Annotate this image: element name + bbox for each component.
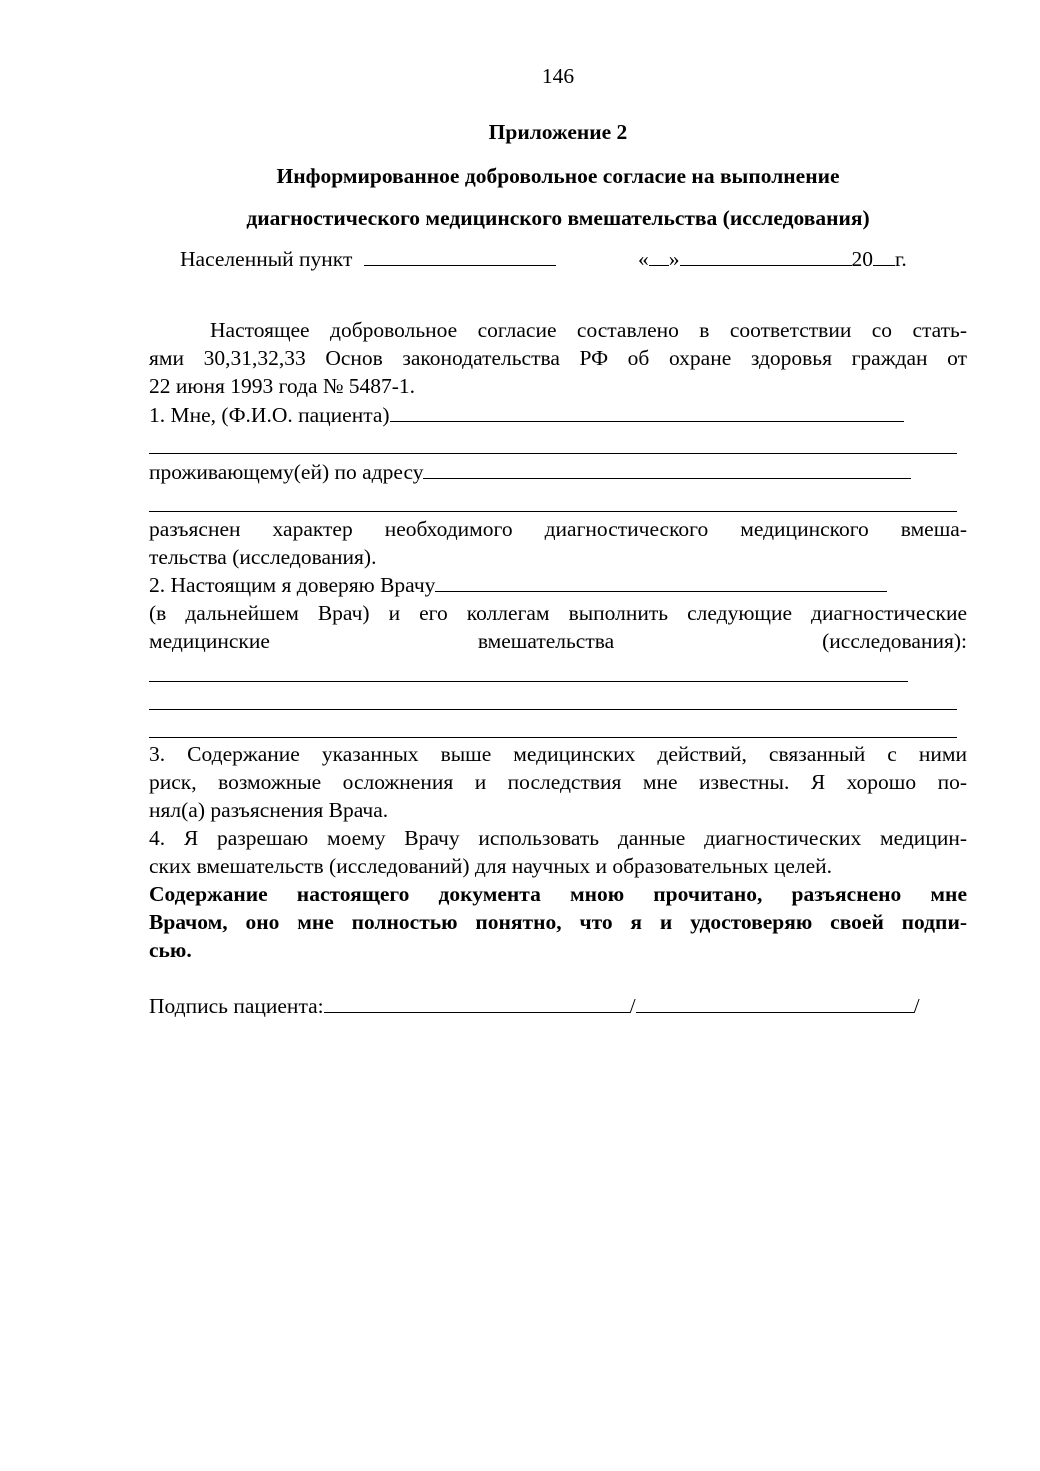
statement-line-3: сью.: [149, 938, 192, 962]
signature-end: /: [913, 994, 920, 1018]
item3-line-1: 3. Содержание указанных выше медицинских действий, связанный с ними: [149, 742, 967, 766]
locality-field[interactable]: [364, 247, 556, 266]
date-year-field[interactable]: [873, 247, 895, 266]
statement-line-2: Врачом, оно мне полностью понятно, что я и удостоверяю своей подпи-: [149, 910, 967, 934]
signature-separator: /: [629, 994, 636, 1018]
signature-name-field[interactable]: [636, 994, 914, 1013]
year-suffix: г.: [895, 247, 907, 271]
item4-line-2: ских вмешательств (исследований) для научных и образовательных целей.: [149, 854, 833, 878]
date-close-quote: »: [668, 247, 680, 271]
date-open-quote: «: [638, 247, 649, 271]
trust-doctor-row: [149, 571, 967, 599]
statement-line-1: Содержание настоящего документа мною прочитано, разъяснено мне: [149, 882, 967, 906]
date-field-group: [638, 247, 907, 272]
locality-date-row: [180, 247, 556, 272]
appendix-title: Приложение 2: [488, 120, 628, 144]
patient-name-field[interactable]: [390, 403, 904, 422]
intro-line-1: Настоящее добровольное согласие составлено в соответствии со стать-: [210, 318, 967, 342]
date-month-field[interactable]: [680, 247, 852, 266]
address-label: проживающему(ей) по адресу: [149, 460, 424, 484]
address-field[interactable]: [423, 460, 911, 479]
procedures-field-line-3[interactable]: [149, 737, 957, 738]
patient-name-field-continued[interactable]: [149, 453, 957, 454]
item4-line-1: 4. Я разрешаю моему Врачу использовать данные диагностических медицин-: [149, 826, 967, 850]
address-row: [149, 458, 967, 486]
explained-line-1: разъяснен характер необходимого диагностического медицинского вмеша-: [149, 517, 967, 541]
locality-label: Населенный пункт: [180, 247, 353, 271]
date-day-field[interactable]: [649, 247, 669, 266]
page-number: 146: [541, 64, 575, 88]
signature-label: Подпись пациента:: [149, 994, 324, 1018]
item2-line-2: (в дальнейшем Врач) и его коллегам выполнить следующие диагностические: [149, 601, 967, 625]
address-field-continued[interactable]: [149, 511, 957, 512]
year-prefix: 20: [851, 247, 873, 271]
item3-line-2: риск, возможные осложнения и последствия мне известны. Я хорошо по-: [149, 770, 967, 794]
intro-line-3: 22 июня 1993 года № 5487-1.: [149, 374, 416, 398]
patient-name-row: [149, 401, 967, 429]
procedures-field-line-2[interactable]: [149, 709, 957, 710]
patient-name-label: 1. Мне, (Ф.И.О. пациента): [149, 403, 390, 427]
item2-line-3: медицинские вмешательства (исследования):: [149, 629, 967, 653]
signature-field[interactable]: [324, 994, 630, 1013]
doctor-name-field[interactable]: [435, 573, 887, 592]
explained-line-2: тельства (исследования).: [149, 545, 377, 569]
intro-line-2: ями 30,31,32,33 Основ законодательства РФ об охране здоровья граждан от: [149, 346, 967, 370]
trust-doctor-label: 2. Настоящим я доверяю Врачу: [149, 573, 436, 597]
item3-line-3: нял(а) разъяснения Врача.: [149, 798, 389, 822]
document-title-line-2: диагностического медицинского вмешательства (исследования): [246, 206, 870, 230]
document-title-line-1: Информированное добровольное согласие на выполнение: [276, 164, 840, 188]
procedures-field-line-1[interactable]: [149, 681, 908, 682]
signature-row: [149, 992, 967, 1020]
